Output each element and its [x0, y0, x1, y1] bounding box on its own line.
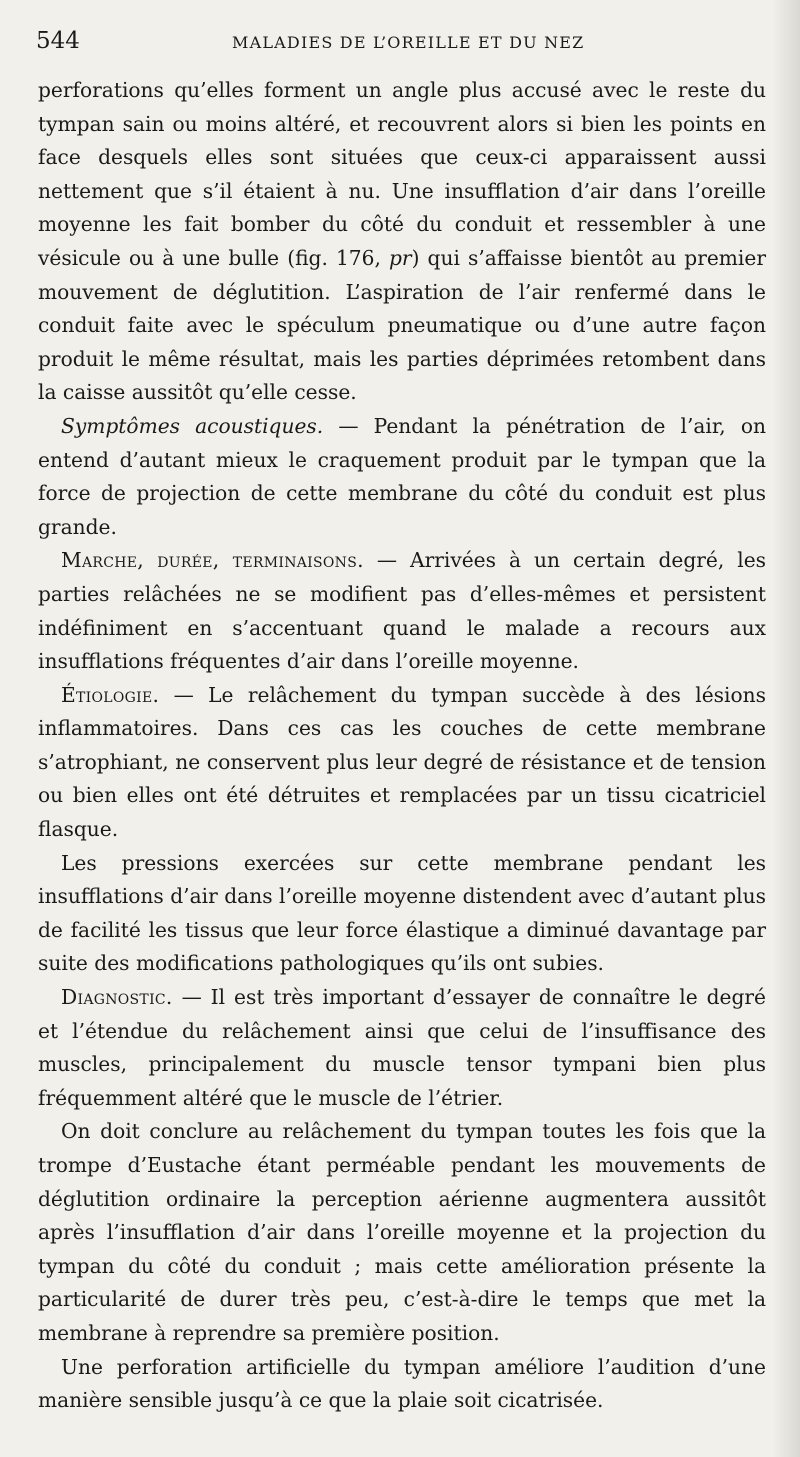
section-etiologie [38, 679, 766, 847]
section-heading: Symptômes acoustiques. [61, 413, 324, 438]
paragraph-text: Les pressions exercées sur cette membrane pendant les insufflations d’air dans l’oreille moyenne distendent avec d’autant plus de facilité les tissus que leur force élastique a diminué davantage par suite des modifications pathologiques qu’ils ont subies. [38, 850, 766, 976]
paragraph-continued [38, 74, 766, 410]
page-header [36, 28, 756, 68]
section-heading: Étiologie. [61, 682, 160, 707]
paragraph-text: Une perforation artificielle du tympan améliore l’audition d’une manière sensible jusqu’à ce que la plaie soit cicatrisée. [38, 1354, 766, 1413]
paragraph-text: On doit conclure au relâchement du tympan toutes les fois que la trompe d’Eustache étant perméable pendant les mouvements de déglutition ordinaire la perception aérienne augmentera aussitôt après l’insufflation d’air dans l’oreille moyenne et la projection du tympan du côté du conduit ; mais cette amélioration présente la particularité de durer très peu, c’est-à-dire le temps que met la membrane à reprendre sa première position. [38, 1119, 766, 1345]
section-diagnostic [38, 981, 766, 1115]
section-marche [38, 544, 766, 678]
paragraph-conclusion [38, 1115, 766, 1350]
body-text [38, 74, 766, 1418]
section-symptomes [38, 410, 766, 544]
paragraph-pressions [38, 847, 766, 981]
paragraph-text: — Il est très important d’essayer de connaître le degré et l’étendue du relâchement ainsi que celui de l’insuffisance des muscles, principalement du muscle tensor tympani bien plus fréquemment altéré que le muscle de l’étrier. [38, 985, 766, 1110]
running-head: MALADIES DE L’OREILLE ET DU NEZ [232, 33, 585, 52]
paragraph-perforation [38, 1351, 766, 1418]
section-heading: Diagnostic. [61, 985, 173, 1010]
paragraph-text: — Pendant la pénétration de l’air, on entend d’autant mieux le craquement produit par le tympan que la force de projection de cette membrane du côté du conduit est plus grande. [38, 413, 767, 539]
figure-reference: pr [388, 245, 412, 270]
paragraph-text: — Arrivées à un certain degré, les parties relâchées ne se modifient pas d’elles-mêmes et persistent indéfiniment en s’accentuant quand le malade a recours aux insufflations fréquentes d’air dans l’oreille moyenne. [38, 548, 766, 674]
paragraph-text: ) qui s’affaisse bientôt au premier mouvement de déglutition. L’aspiration de l’air renfermé dans le conduit faite avec le spéculum pneumatique ou d’une autre façon produit le même résultat, mais les parties déprimées retombent dans la caisse aussitôt qu’elle cesse. [38, 245, 766, 405]
page-number: 544 [36, 28, 80, 54]
section-heading: Marche, durée, terminaisons. [61, 548, 364, 573]
paragraph-text: — Le relâchement du tympan succède à des lésions inflammatoires. Dans ces cas les couches de cette membrane s’atrophiant, ne conservent plus leur degré de résistance et de tension ou bien elles ont été détruites et remplacées par un tissu cicatriciel flasque. [38, 682, 766, 842]
paragraph-text: perforations qu’elles forment un angle plus accusé avec le reste du tympan sain ou moins altéré, et recouvrent alors si bien les points en face desquels elles sont situées que ceux-ci apparaissent aussi nettement que s’il étaient à nu. Une insufflation d’air dans l’oreille moyenne les fait bomber du côté du conduit et ressembler à une vésicule ou à une bulle (fig. 176, [38, 78, 766, 270]
